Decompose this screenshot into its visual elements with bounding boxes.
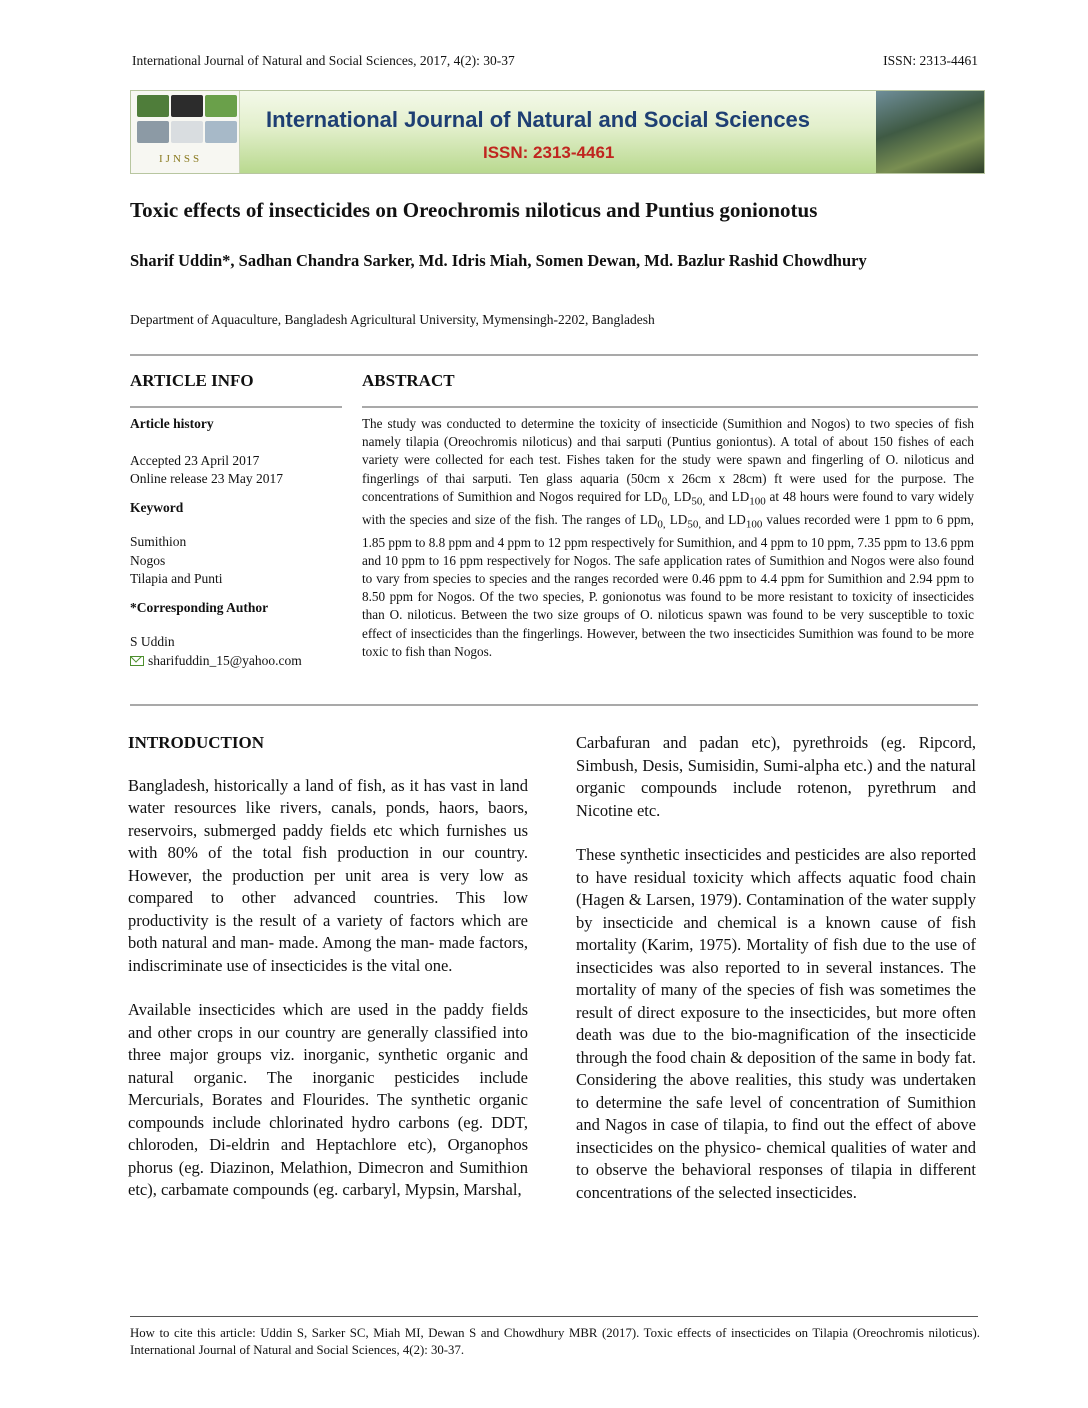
ld-subscript: 0,: [657, 518, 666, 531]
footer-divider: [130, 1316, 978, 1317]
header-divider: [130, 354, 978, 356]
keyword-item: Sumithion: [130, 534, 187, 549]
plant-image: [137, 95, 169, 117]
article-history-label: Article history: [130, 416, 214, 431]
ld-subscript: 100: [745, 518, 763, 531]
body-left-column: [128, 732, 528, 1224]
fish-image: [137, 121, 169, 143]
body-paragraph: Carbafuran and padan etc), pyrethroids (eg. Ripcord, Simbush, Desis, Sumisidin, Sumi-alpha etc.) and the natural organic compounds include rotenon, pyrethrum and Nicotine etc.: [576, 733, 976, 820]
ld-subscript: 50,: [687, 518, 702, 531]
abstract-divider: [362, 406, 978, 408]
abstract-heading: ABSTRACT: [362, 371, 455, 390]
banner-issn: ISSN: 2313-4461: [483, 143, 615, 162]
article-info-divider: [130, 406, 342, 408]
banner-photo: [876, 91, 984, 173]
abstract-part: The study was conducted to determine the toxicity of insecticide (Sumithion and Nogos) to two species of fish namely tilapia (Oreochromis niloticus) and thai sarputi (Puntius goniontus). A total of about 150 fishes of each variety were collected for each test. Fishes taken for the study were spawn and fingerling of O. niloticus and fingerlings of thai sarputi. Ten glass aquaria (50cm x 26cm x 28cm) ft were used for the purpose. The concentrations of Sumithion and Nogos required for: [362, 416, 974, 504]
body-paragraph: Bangladesh, historically a land of fish, as it has vast in land water resources like rivers, canals, ponds, haors, baors, reservoirs, submerged paddy fields etc which furnishes us with 80% of the total fish production in our country. However, the production per unit area is very low as compared to other advanced countries. This low productivity is the result of a variety of factors which are both natural and man- made. Among the man- made factors, indiscriminate use of insecticides is the vital one.: [128, 775, 528, 975]
online-date: Online release 23 May 2017: [130, 471, 283, 486]
abstract-part: at 48 hours were found to vary widely with the species and size of the fish. The ranges of: [362, 488, 974, 527]
running-header-issn: ISSN: 2313-4461: [883, 53, 978, 68]
accepted-date: Accepted 23 April 2017: [130, 452, 260, 468]
abstract-part: values recorded were 1 ppm to 6 ppm, 1.85 ppm to 8.8 ppm and 4 ppm to 12 ppm respectively for Sumithion, and 4 ppm to 10 ppm, 7.35 ppm to 13.6 ppm and 10 ppm to 16 ppm respectively for Nogos. The safe application rates of Sumithion and Nogos were also found to vary from species to species and the ranges recorded were 0.46 ppm to 4.4 ppm for Sumithion and 2.94 ppm to 8.50 ppm for Nogos. Of the two species, P. gonionotus was found to be more resistant to toxicity of insecticides than O. niloticus. Between the two size groups of O. niloticus spawn was found to be very susceptible to toxic effect of insecticides than the fingerlings. However, between the two insecticides Sumithion was found to be more toxic to fish than Nogos.: [362, 511, 974, 659]
corresponding-author-email[interactable]: [130, 652, 345, 671]
keyword-label: Keyword: [130, 499, 184, 515]
ld-label: and LD: [705, 488, 750, 504]
abstract-bottom-divider: [130, 704, 978, 706]
article-affiliation: Department of Aquaculture, Bangladesh Agricultural University, Mymensingh-2202, Bangladesh: [130, 312, 655, 327]
keyword-item: Tilapia and Punti: [130, 571, 223, 586]
ld-label: LD: [669, 488, 692, 504]
ld-label: and LD: [701, 511, 746, 527]
envelope-icon: [130, 656, 144, 666]
body-right-column: [576, 732, 976, 1226]
introduction-heading: INTRODUCTION: [128, 733, 265, 752]
banner-logo-collage: [131, 91, 240, 173]
email-text[interactable]: sharifuddin_15@yahoo.com: [148, 652, 302, 668]
article-info-panel: [130, 415, 345, 670]
running-header-citation: International Journal of Natural and Social Sciences, 2017, 4(2): 30-37: [132, 53, 515, 68]
how-to-cite: How to cite this article: Uddin S, Sarker SC, Miah MI, Dewan S and Chowdhury MBR (2017). Toxic effects of insecticides on Tilapia (Oreochromis niloticus). International Journal of Natural and Social Sciences, 4(2): 30-37.: [130, 1326, 980, 1357]
ld-label: LD: [665, 511, 688, 527]
article-authors: Sharif Uddin*, Sadhan Chandra Sarker, Md. Idris Miah, Somen Dewan, Md. Bazlur Rashid Chowdhury: [130, 251, 867, 270]
ld-label: LD: [644, 488, 662, 504]
banner-journal-name: International Journal of Natural and Social Sciences: [266, 107, 811, 132]
corresponding-author-label: *Corresponding Author: [130, 599, 269, 615]
abstract-text: [362, 415, 974, 661]
banner-logo-text: IJNSS: [159, 153, 203, 165]
article-title: Toxic effects of insecticides on Oreochromis niloticus and Puntius gonionotus: [130, 198, 818, 222]
body-paragraph: These synthetic insecticides and pesticides are also reported to have residual toxicity which affects aquatic food chain (Hagen & Larsen, 1979). Contamination of the water supply by insecticide and chemical is a known cause of fish mortality (Karim, 1975). Mortality of fish due to the use of insecticides was also reported to in several instances. The mortality of many of the species of fish was sometimes the result of direct exposure to the insecticides, but more often death was due to the bio-magnification of the insecticide through the food chain & deposition of the same in body fat. Considering the above realities, this study was undertaken to determine the safe level of concentration of Sumithion and Nagos in case of tilapia, to find out the effect of above insecticides on the physico- chemical qualities of water and to observe the behavioral responses of tilapia in different concentrations of the selected insecticides.: [576, 845, 976, 1202]
article-info-heading: ARTICLE INFO: [130, 371, 254, 390]
animal-image: [171, 95, 203, 117]
corresponding-author-name: S Uddin: [130, 634, 175, 649]
ld-label: LD: [639, 511, 658, 527]
body-paragraph: Available insecticides which are used in the paddy fields and other crops in our country are generally classified into three major groups viz. inorganic, synthetic organic and natural organic. The inorganic pesticides include Mercurials, Borates and Flourides. The synthetic organic compounds include chlorinated hydro carbons (eg. DDT, chloroden, Di-eldrin and Heptachlore etc), Organophos phorus (eg. Diazinon, Melathion, Dimecron and Sumithion etc), carbamate compounds (eg. carbaryl, Mypsin, Marshal,: [128, 1000, 528, 1199]
journal-banner: [130, 90, 985, 174]
keyword-item: Nogos: [130, 552, 166, 568]
ld-subscript: 0,: [661, 495, 670, 508]
lab-image: [205, 121, 237, 143]
chart-image: [171, 121, 203, 143]
ld-subscript: 100: [749, 495, 766, 508]
ld-subscript: 50,: [691, 495, 706, 508]
leaf-image: [205, 95, 237, 117]
